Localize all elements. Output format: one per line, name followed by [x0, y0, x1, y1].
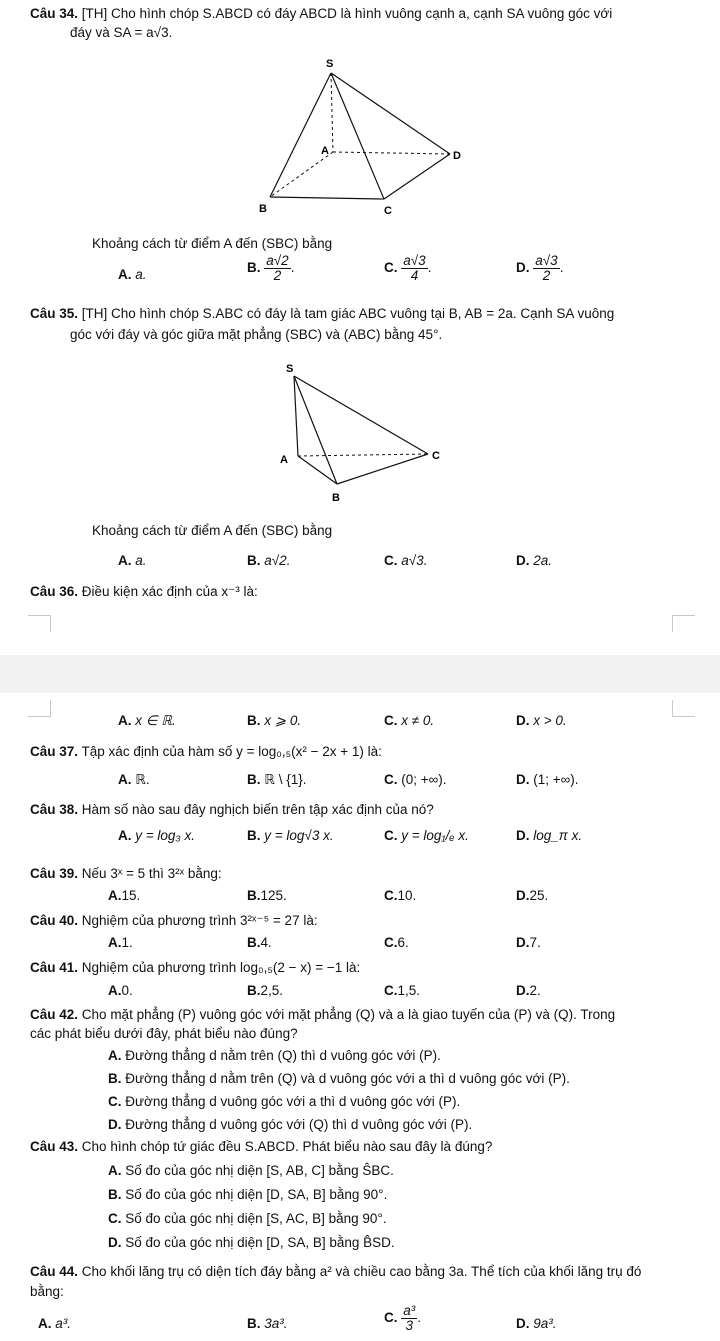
- q36-option-d[interactable]: D. x > 0.: [516, 713, 567, 728]
- q38-option-d[interactable]: D. log_π x.: [516, 828, 583, 843]
- edge-ab: [270, 152, 333, 197]
- q35-stem-line2: góc với đáy và góc giữa mặt phẳng (SBC) và (ABC) bằng 45°.: [70, 327, 443, 342]
- q36-option-b[interactable]: B. x ⩾ 0.: [247, 713, 302, 728]
- q38-number: Câu 38.: [30, 802, 79, 817]
- q43-number: Câu 43.: [30, 1139, 79, 1154]
- q40-option-a[interactable]: A.1.: [108, 935, 133, 950]
- edge-bc: [337, 454, 428, 484]
- q34-option-d[interactable]: D. $\frac{a√3}{2}$ .: [516, 253, 564, 283]
- q35-stem: Câu 35. [TH] Cho hình chóp S.ABC có đáy là tam giác ABC vuông tại B, AB = 2a. Cạnh SA vuông: [30, 306, 615, 321]
- edge-ad: [333, 152, 450, 154]
- q44-option-d[interactable]: D. 9a³.: [516, 1316, 557, 1331]
- label-c: C: [384, 205, 392, 217]
- q42-stem: Câu 42. Cho mặt phẳng (P) vuông góc với mặt phẳng (Q) và a là giao tuyến của (P) và (Q). Trong: [30, 1007, 616, 1022]
- q43-option-b[interactable]: B. Số đo của góc nhị diện [D, SA, B] bằng 90°.: [108, 1187, 388, 1202]
- q39-number: Câu 39.: [30, 866, 79, 881]
- edge-sb: [294, 376, 337, 484]
- q38-option-a[interactable]: A. y = log₃ x.: [118, 828, 196, 843]
- label-s: S: [326, 58, 334, 70]
- q39-stem: Câu 39. Nếu 3ˣ = 5 thì 3²ˣ bằng:: [30, 866, 222, 881]
- q38-option-b[interactable]: B. y = log√3 x.: [247, 828, 334, 843]
- q37-number: Câu 37.: [30, 744, 79, 759]
- q36-option-a[interactable]: A. x ∈ ℝ.: [118, 713, 176, 728]
- q42-stem-line2: các phát biểu dưới đây, phát biểu nào đúng?: [30, 1026, 298, 1041]
- q41-option-c[interactable]: C.1,5.: [384, 983, 421, 998]
- edge-sa: [331, 73, 333, 152]
- q40-option-d[interactable]: D.7.: [516, 935, 541, 950]
- q34-stem-line2: đáy và SA = a√3.: [70, 25, 173, 40]
- q43-option-a[interactable]: A. Số đo của góc nhị diện [S, AB, C] bằng ŜBC.: [108, 1163, 394, 1178]
- q34-pyramid-figure: [250, 55, 470, 220]
- q43-stem: Câu 43. Cho hình chóp tứ giác đều S.ABCD. Phát biểu nào sau đây là đúng?: [30, 1139, 493, 1154]
- page-corner-mark: [672, 615, 695, 632]
- q44-option-c[interactable]: C. $\frac{\text{a³}}{3}$ .: [384, 1303, 422, 1333]
- edge-sa: [294, 376, 298, 456]
- q40-stem: Câu 40. Nghiệm của phương trình 3²ˣ⁻⁵ = 27 là:: [30, 913, 318, 928]
- q35-option-d[interactable]: D. 2a.: [516, 553, 553, 568]
- q39-option-c[interactable]: C.10.: [384, 888, 417, 903]
- q42-option-a[interactable]: A. Đường thẳng d nằm trên (Q) thì d vuông góc với (P).: [108, 1048, 441, 1063]
- q35-pyramid-figure: [270, 360, 450, 510]
- q43-option-d[interactable]: D. Số đo của góc nhị diện [D, SA, B] bằng B̂SD.: [108, 1235, 395, 1250]
- edge-cd: [384, 154, 450, 199]
- q40-option-b[interactable]: B.4.: [247, 935, 272, 950]
- label-b: B: [259, 203, 267, 215]
- q34-prompt: Khoảng cách từ điểm A đến (SBC) bằng: [92, 236, 333, 251]
- q34-number: Câu 34.: [30, 6, 79, 21]
- q38-stem: Câu 38. Hàm số nào sau đây nghịch biến trên tập xác định của nó?: [30, 802, 434, 817]
- q34-option-a[interactable]: A. a.: [118, 267, 147, 282]
- q43-option-c[interactable]: C. Số đo của góc nhị diện [S, AC, B] bằng 90°.: [108, 1211, 387, 1226]
- q42-option-d[interactable]: D. Đường thẳng d vuông góc với (Q) thì d vuông góc với (P).: [108, 1117, 473, 1132]
- label-a: A: [280, 454, 288, 466]
- q34-stem: Câu 34. [TH] Cho hình chóp S.ABCD có đáy ABCD là hình vuông cạnh a, cạnh SA vuông góc với: [30, 6, 613, 21]
- label-d: D: [453, 150, 461, 162]
- q34-option-c[interactable]: C. $\frac{a√3}{4}$ .: [384, 253, 432, 283]
- q39-option-a[interactable]: A.15.: [108, 888, 141, 903]
- q35-option-b[interactable]: B. a√2.: [247, 553, 291, 568]
- q41-option-d[interactable]: D.2.: [516, 983, 541, 998]
- q44-stem-line2: bằng:: [30, 1284, 64, 1299]
- q36-number: Câu 36.: [30, 584, 79, 599]
- q37-stem: Câu 37. Tập xác định của hàm số y = log₀,₅(x² − 2x + 1) là:: [30, 744, 382, 759]
- q42-number: Câu 42.: [30, 1007, 79, 1022]
- edge-sc: [331, 73, 384, 199]
- q42-option-c[interactable]: C. Đường thẳng d vuông góc với a thì d vuông góc với (P).: [108, 1094, 461, 1109]
- page-corner-mark: [28, 700, 51, 717]
- q36-option-c[interactable]: C. x ≠ 0.: [384, 713, 435, 728]
- q41-number: Câu 41.: [30, 960, 79, 975]
- q37-option-d[interactable]: D. (1; +∞).: [516, 772, 579, 787]
- q37-option-a[interactable]: A. ℝ.: [118, 772, 150, 787]
- q44-number: Câu 44.: [30, 1264, 79, 1279]
- q35-option-a[interactable]: A. a.: [118, 553, 147, 568]
- q37-option-b[interactable]: B. ℝ \ {1}.: [247, 772, 307, 787]
- q39-option-d[interactable]: D.25.: [516, 888, 549, 903]
- q37-option-c[interactable]: C. (0; +∞).: [384, 772, 447, 787]
- q39-option-b[interactable]: B.125.: [247, 888, 287, 903]
- edge-sc: [294, 376, 428, 454]
- label-b: B: [332, 492, 340, 504]
- q41-option-a[interactable]: A.0.: [108, 983, 133, 998]
- q35-prompt: Khoảng cách từ điểm A đến (SBC) bằng: [92, 523, 333, 538]
- edge-sb: [270, 73, 331, 197]
- q38-option-c[interactable]: C. y = log₁/ₑ x.: [384, 828, 469, 843]
- q40-number: Câu 40.: [30, 913, 79, 928]
- q36-stem: Câu 36. Điều kiện xác định của x⁻³ là:: [30, 584, 258, 599]
- q44-option-b[interactable]: B. 3a³.: [247, 1316, 288, 1331]
- q41-option-b[interactable]: B.2,5.: [247, 983, 284, 998]
- q41-stem: Câu 41. Nghiệm của phương trình log₀,₅(2 − x) = −1 là:: [30, 960, 361, 975]
- q35-number: Câu 35.: [30, 306, 79, 321]
- edge-sd: [331, 73, 450, 154]
- q34-option-b[interactable]: B. $\frac{a√2}{2}$ .: [247, 253, 295, 283]
- page-corner-mark: [672, 700, 695, 717]
- q44-stem: Câu 44. Cho khối lăng trụ có diện tích đáy bằng a² và chiều cao bằng 3a. Thể tích của khối lăng trụ đó: [30, 1264, 642, 1279]
- page-break-band: [0, 655, 720, 693]
- q35-option-c[interactable]: C. a√3.: [384, 553, 428, 568]
- q44-option-a[interactable]: A. a³.: [38, 1316, 72, 1331]
- label-a: A: [321, 145, 329, 157]
- q40-option-c[interactable]: C.6.: [384, 935, 409, 950]
- edge-ac: [298, 454, 428, 456]
- page-corner-mark: [28, 615, 51, 632]
- edge-bc: [270, 197, 384, 199]
- label-c: C: [432, 450, 440, 462]
- label-s: S: [286, 363, 294, 375]
- q42-option-b[interactable]: B. Đường thẳng d nằm trên (Q) và d vuông góc với a thì d vuông góc với (P).: [108, 1071, 570, 1086]
